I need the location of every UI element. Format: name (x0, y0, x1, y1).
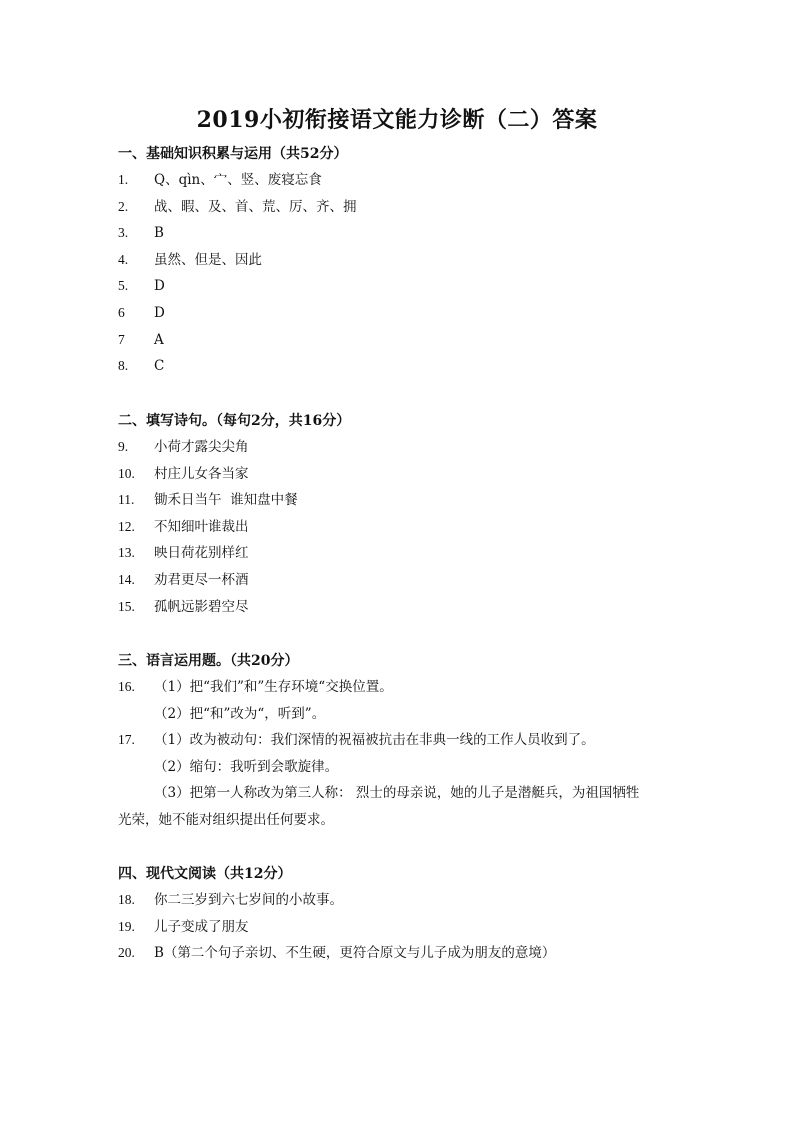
answer-text: （1）改为被动句：我们深情的祝福被抗击在非典一线的工作人员收到了。 (154, 732, 595, 749)
question-number: 18. (118, 892, 135, 907)
answer-text: 锄禾日当午 谁知盘中餐 (154, 492, 298, 509)
answer-row (118, 273, 718, 300)
section-poetry (118, 408, 718, 620)
question-number: 6 (118, 304, 125, 320)
answer-text: 村庄儿女各当家 (154, 465, 249, 482)
answer-row (118, 940, 718, 967)
answer-text: 战、暇、及、首、荒、厉、齐、拥 (154, 198, 357, 215)
answer-continuation: 光荣，她不能对组织提出任何要求。 (118, 811, 334, 828)
question-number: 8. (118, 358, 129, 374)
question-number: 5. (118, 278, 129, 294)
answer-row (118, 327, 718, 354)
section-heading: 一、基础知识积累与运用（共52分） (118, 146, 348, 162)
answer-text: A (154, 331, 164, 348)
section-language-use (118, 648, 718, 834)
answer-row (118, 594, 718, 621)
question-number: 11. (118, 492, 135, 508)
answer-text: 虽然、但是、因此 (154, 251, 262, 268)
answer-subline: （3）把第一人称改为第三人称： 烈士的母亲说，她的儿子是潜艇兵，为祖国牺牲 (154, 785, 640, 802)
answer-row (118, 434, 718, 461)
answer-row (118, 540, 718, 567)
section-heading: 二、填写诗句。（每句2分，共16分） (118, 413, 351, 429)
answer-row (118, 567, 718, 594)
section-basic-knowledge (118, 141, 718, 380)
question-number: 15. (118, 598, 135, 614)
answer-text: 不知细叶谁裁出 (154, 518, 249, 535)
answer-subline: （2）把“和”改为“，听到”。 (154, 705, 326, 722)
answer-row (118, 167, 718, 194)
question-number: 13. (118, 545, 135, 561)
question-number: 9. (118, 439, 129, 454)
answer-row (118, 727, 718, 754)
question-number: 17. (118, 732, 135, 748)
answer-text: 映日荷花别样红 (154, 545, 249, 562)
answer-text: C (154, 358, 165, 375)
page-title: 2019小初衔接语文能力诊断（二）答案 (196, 107, 598, 133)
question-number: 3. (118, 225, 129, 241)
answer-row (118, 353, 718, 380)
answer-row (118, 220, 718, 247)
question-number: 12. (118, 518, 135, 534)
answer-text: 你二三岁到六七岁间的小故事。 (154, 892, 343, 908)
answer-row (118, 914, 718, 941)
answer-text: 小荷才露尖尖角 (154, 439, 249, 455)
answer-text: 儿子变成了朋友 (154, 918, 249, 935)
answer-text: 劝君更尽一杯酒 (154, 571, 249, 588)
answer-row (118, 247, 718, 274)
question-number: 4. (118, 251, 129, 267)
answer-text: B（第二个句子亲切、不生硬，更符合原文与儿子成为朋友的意境） (154, 945, 556, 962)
answer-text: Q、qìn、宀、竖、废寝忘食 (154, 172, 322, 188)
question-number: 2. (118, 198, 129, 214)
answer-text: 孤帆远影碧空尽 (154, 598, 249, 615)
answer-row (118, 487, 718, 514)
answer-row (118, 887, 718, 914)
answer-row (118, 300, 718, 327)
answer-text: D (154, 278, 165, 295)
answer-subline: （2）缩句：我听到会歌旋律。 (154, 758, 339, 775)
answer-text: （1）把“我们”和”生存环境“交换位置。 (154, 679, 393, 695)
section-heading: 三、语言运用题。（共20分） (118, 653, 299, 669)
question-number: 7 (118, 331, 125, 347)
section-heading: 四、现代文阅读（共12分） (118, 866, 292, 882)
question-number: 20. (118, 945, 135, 961)
answer-text: D (154, 304, 165, 321)
question-number: 16. (118, 679, 135, 694)
question-number: 1. (118, 172, 129, 187)
section-modern-reading (118, 861, 718, 967)
answer-row (118, 194, 718, 221)
answer-row (118, 514, 718, 541)
answer-row (118, 461, 718, 488)
question-number: 10. (118, 465, 135, 481)
answer-row (118, 674, 718, 701)
question-number: 19. (118, 918, 135, 934)
question-number: 14. (118, 571, 135, 587)
answer-text: B (154, 225, 164, 242)
